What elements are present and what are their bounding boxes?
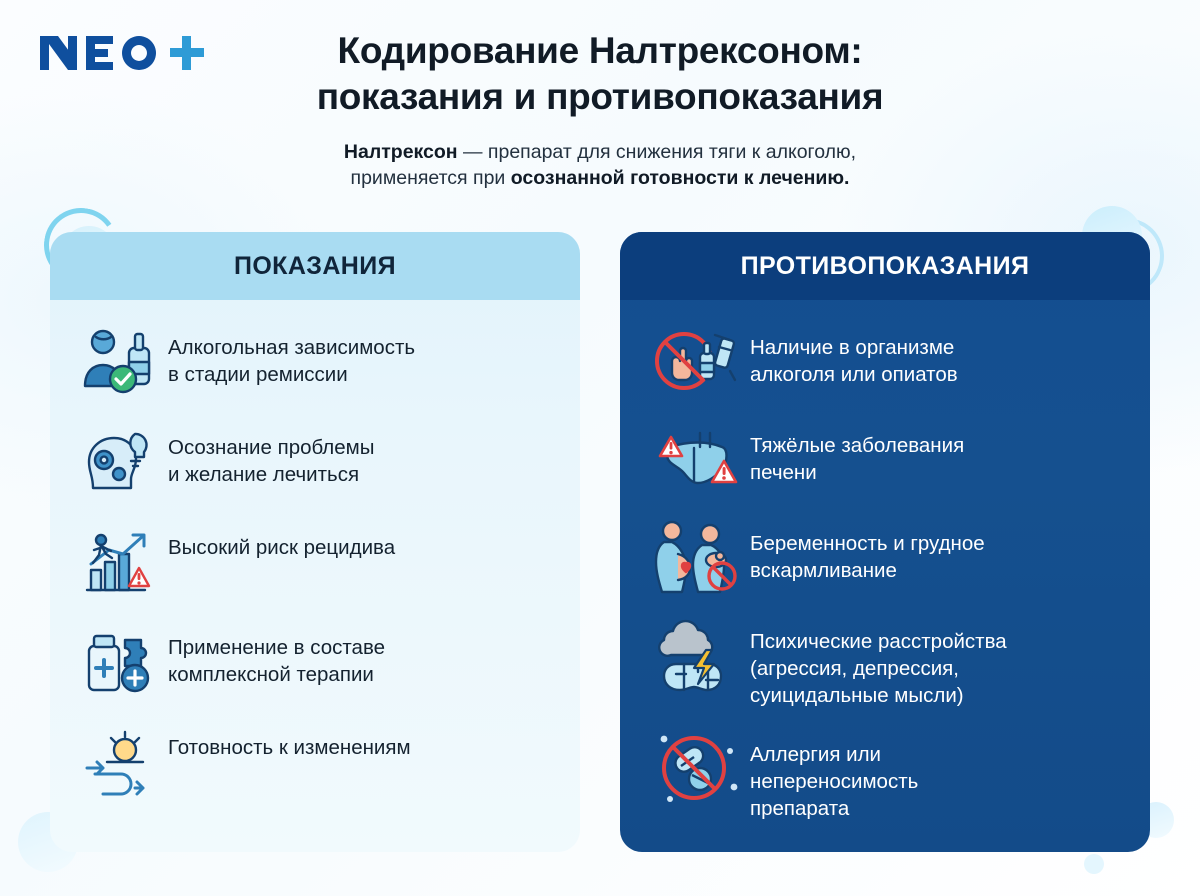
- list-item-line-2: комплексной терапии: [168, 663, 374, 687]
- card-indications: [50, 232, 580, 852]
- list-item-line-1: Тяжёлые заболевания: [750, 434, 965, 457]
- list-item: [72, 322, 554, 400]
- list-item-line-1: Психические расстройства: [750, 630, 1007, 653]
- list-item: [72, 622, 554, 700]
- liver-warning-icon: [646, 420, 750, 498]
- list-item-line-1: Готовность к изменениям: [168, 736, 411, 759]
- card-indications-header: [50, 232, 580, 300]
- list-item-line-2: печени: [750, 461, 817, 485]
- list-item-text: [750, 518, 1124, 584]
- list-item-text: [168, 622, 554, 688]
- no-alcohol-syringe-icon: [646, 322, 750, 400]
- list-item-line-2: алкоголя или опиатов: [750, 363, 958, 387]
- list-item-line-2: и желание лечиться: [168, 463, 360, 487]
- pill-bottle-puzzle-icon: [72, 622, 168, 700]
- card-contraindications-title: ПРОТИВОПОКАЗАНИЯ: [740, 251, 1030, 280]
- list-item-line-3: суицидальные мысли): [750, 684, 964, 708]
- list-item-text: [750, 322, 1124, 388]
- list-item: [646, 420, 1124, 498]
- list-item-text: [168, 522, 554, 561]
- page-title: [190, 28, 1010, 121]
- subtitle-emphasis: осознанной готовности к лечению.: [510, 167, 850, 190]
- sunrise-road-arrow-icon: [72, 722, 168, 800]
- pregnancy-breastfeeding-icon: [646, 518, 750, 596]
- page-title-line-2: показания и противопоказания: [316, 76, 884, 118]
- list-item-line-2: вскармливание: [750, 559, 897, 583]
- head-gear-bulb-icon: [72, 422, 168, 500]
- decor-dot-bottom-right: [1084, 854, 1104, 874]
- list-item: [646, 616, 1124, 709]
- list-item-line-2: в стадии ремиссии: [168, 363, 348, 387]
- list-item: [646, 322, 1124, 400]
- list-item-line-1: Осознание проблемы: [168, 436, 375, 459]
- list-item-text: [168, 322, 554, 388]
- list-item: [72, 522, 554, 600]
- list-item: [646, 518, 1124, 596]
- page-subtitle: [240, 139, 960, 193]
- list-item: [72, 722, 554, 800]
- no-pills-allergy-icon: [646, 729, 750, 807]
- list-item-text: [168, 422, 554, 488]
- list-item-line-1: Аллергия или: [750, 743, 881, 767]
- card-contraindications-list: [620, 300, 1150, 852]
- list-item-line-1: Высокий риск рецидива: [168, 536, 396, 559]
- page-title-line-1: Кодирование Налтрексоном:: [337, 30, 863, 71]
- list-item-text: [750, 616, 1124, 709]
- list-item-line-2: непереносимость: [750, 770, 919, 794]
- list-item-text: [750, 729, 1124, 822]
- card-contraindications: [620, 232, 1150, 852]
- card-indications-title: ПОКАЗАНИЯ: [233, 251, 397, 280]
- list-item-line-1: Применение в составе: [168, 636, 386, 659]
- list-item-line-1: Алкогольная зависимость: [168, 336, 416, 359]
- list-item-line-3: препарата: [750, 797, 850, 821]
- brain-storm-icon: [646, 616, 750, 694]
- header: [0, 28, 1200, 192]
- list-item: [646, 729, 1124, 822]
- card-contraindications-header: [620, 232, 1150, 300]
- person-bottle-check-icon: [72, 322, 168, 400]
- subtitle-text-2: применяется при: [350, 167, 511, 190]
- risk-chart-up-icon: [72, 522, 168, 600]
- list-item-line-1: Наличие в организме: [750, 336, 955, 359]
- list-item-line-1: Беременность и грудное: [750, 532, 985, 555]
- card-indications-list: [50, 300, 580, 810]
- list-item: [72, 422, 554, 500]
- list-item-text: [750, 420, 1124, 486]
- list-item-line-2: (агрессия, депрессия,: [750, 657, 959, 681]
- subtitle-drug-name: Налтрексон: [343, 140, 458, 163]
- subtitle-text-1: — препарат для снижения тяги к алкоголю,: [457, 140, 857, 163]
- list-item-text: [168, 722, 554, 761]
